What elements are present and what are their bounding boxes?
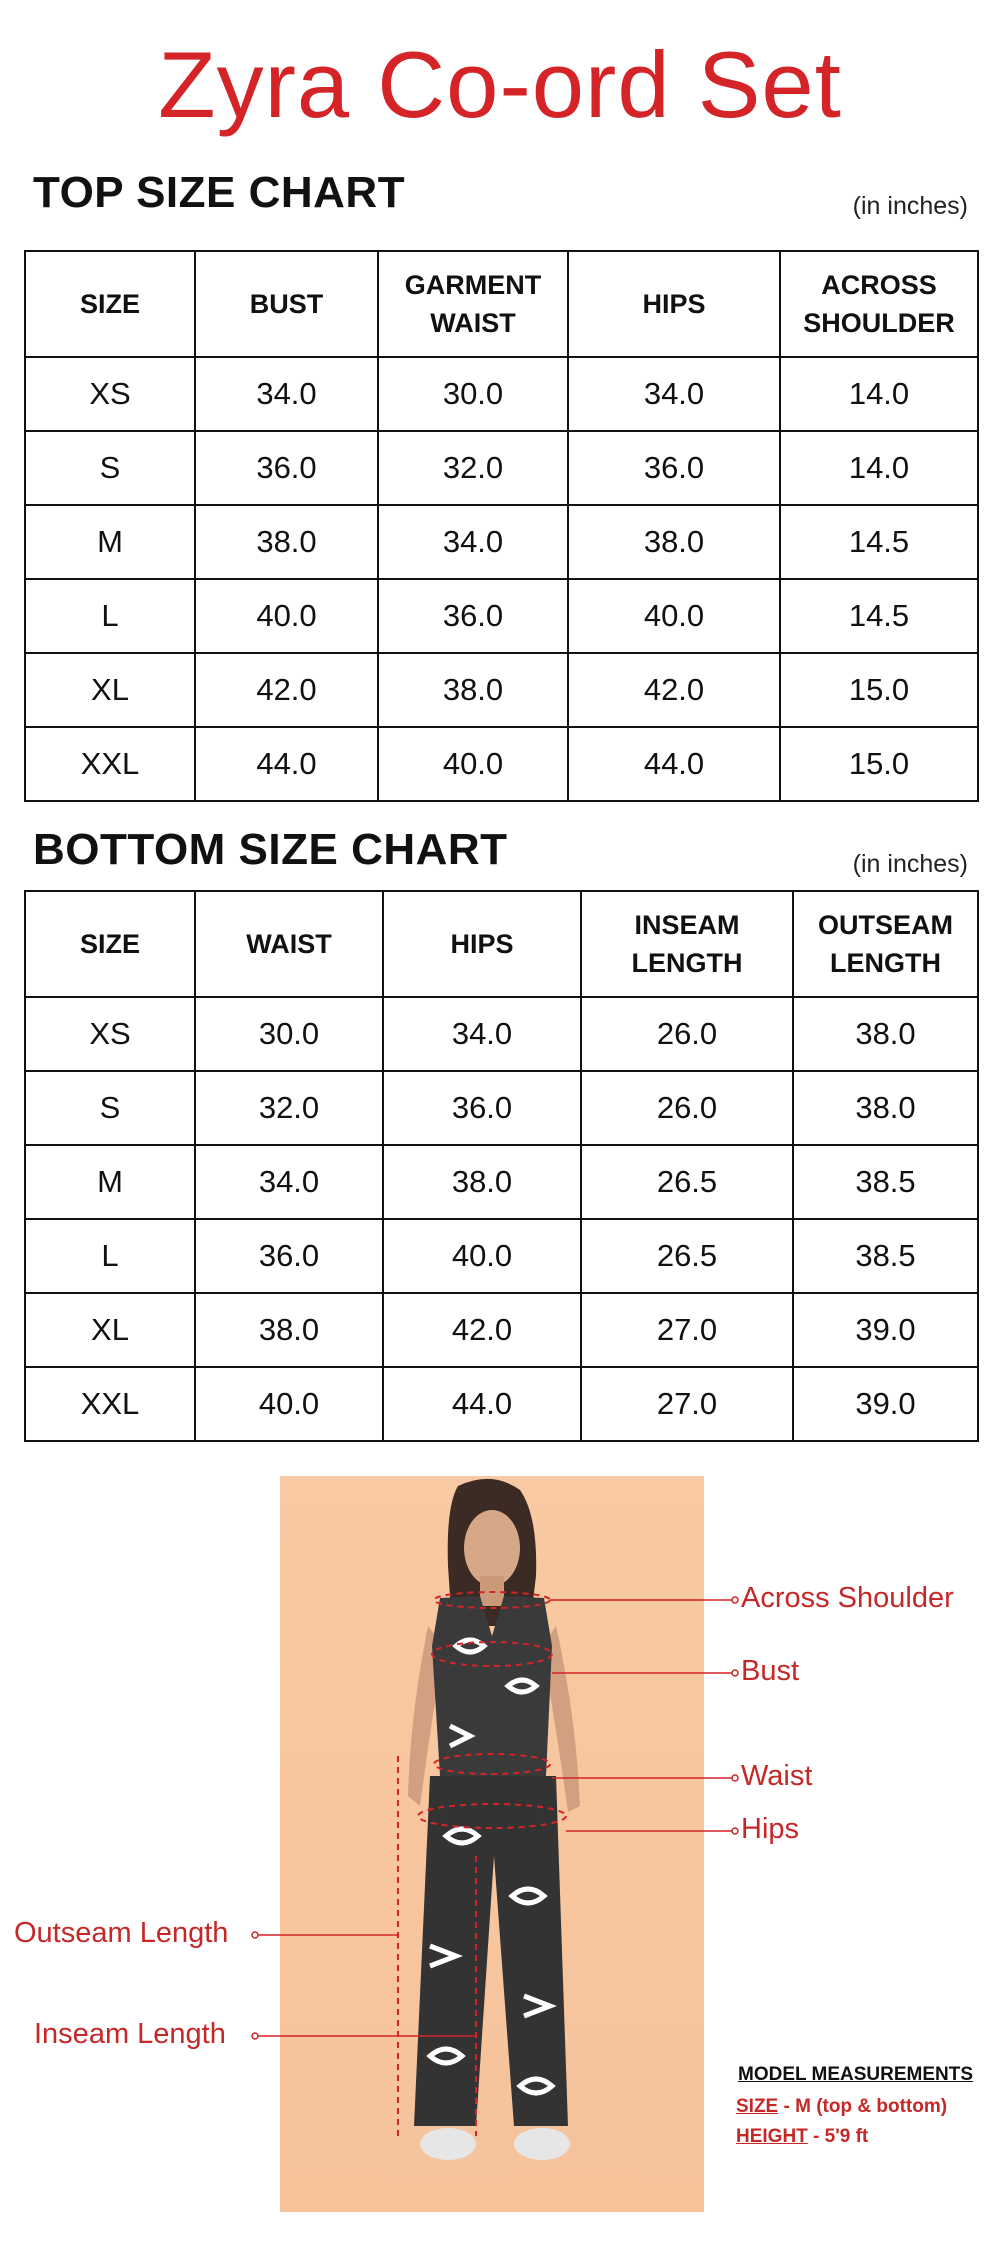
table-cell: 14.5 [780, 505, 978, 579]
table-cell: 34.0 [378, 505, 568, 579]
table-cell: 14.0 [780, 357, 978, 431]
column-header: BUST [195, 251, 378, 357]
table-cell: 14.5 [780, 579, 978, 653]
table-cell: 38.0 [383, 1145, 581, 1219]
table-cell: XS [25, 997, 195, 1071]
table-cell: 42.0 [195, 653, 378, 727]
table-cell: 38.0 [195, 1293, 383, 1367]
table-cell: 14.0 [780, 431, 978, 505]
table-cell: 44.0 [195, 727, 378, 801]
table-cell: 34.0 [195, 357, 378, 431]
column-header: SIZE [25, 891, 195, 997]
table-cell: 39.0 [793, 1367, 978, 1441]
table-cell: 38.0 [568, 505, 780, 579]
column-header: OUTSEAM LENGTH [793, 891, 978, 997]
table-cell: 38.0 [378, 653, 568, 727]
table-cell: 38.5 [793, 1145, 978, 1219]
table-cell: 36.0 [195, 1219, 383, 1293]
table-cell: 15.0 [780, 727, 978, 801]
model-height-key: HEIGHT [736, 2126, 808, 2147]
column-header: WAIST [195, 891, 383, 997]
table-cell: 39.0 [793, 1293, 978, 1367]
label-inseam: Inseam Length [34, 2018, 226, 2050]
label-across-shoulder: Across Shoulder [741, 1582, 954, 1614]
column-header: HIPS [568, 251, 780, 357]
table-cell: 40.0 [195, 1367, 383, 1441]
table-cell: L [25, 579, 195, 653]
bottom-chart-heading: BOTTOM SIZE CHART [33, 825, 508, 874]
label-outseam: Outseam Length [14, 1917, 229, 1949]
model-size-key: SIZE [736, 2096, 779, 2117]
top-chart-unit: (in inches) [852, 192, 968, 220]
table-cell: 38.0 [195, 505, 378, 579]
table-cell: 36.0 [383, 1071, 581, 1145]
table-cell: 36.0 [378, 579, 568, 653]
table-cell: 42.0 [383, 1293, 581, 1367]
table-cell: 44.0 [568, 727, 780, 801]
table-cell: XL [25, 653, 195, 727]
model-measurements-heading: MODEL MEASUREMENTS [738, 2064, 974, 2085]
top-chart-heading: TOP SIZE CHART [33, 168, 406, 217]
table-cell: XL [25, 1293, 195, 1367]
model-size-value: - M (top & bottom) [778, 2096, 948, 2117]
table-cell: 42.0 [568, 653, 780, 727]
column-header: INSEAM LENGTH [581, 891, 793, 997]
label-waist: Waist [741, 1760, 813, 1792]
table-cell: 44.0 [383, 1367, 581, 1441]
model-size [736, 2096, 947, 2118]
column-header: ACROSS SHOULDER [780, 251, 978, 357]
table-cell: S [25, 1071, 195, 1145]
table-cell: XS [25, 357, 195, 431]
table-cell: 26.5 [581, 1145, 793, 1219]
table-cell: 38.0 [793, 1071, 978, 1145]
table-cell: M [25, 1145, 195, 1219]
table-cell: 32.0 [378, 431, 568, 505]
table-cell: 34.0 [383, 997, 581, 1071]
label-bust: Bust [741, 1655, 800, 1687]
table-cell: 40.0 [568, 579, 780, 653]
table-cell: 27.0 [581, 1367, 793, 1441]
table-cell: 36.0 [568, 431, 780, 505]
table-cell: L [25, 1219, 195, 1293]
table-cell: S [25, 431, 195, 505]
table-cell: 15.0 [780, 653, 978, 727]
table-cell: XXL [25, 1367, 195, 1441]
table-cell: 34.0 [568, 357, 780, 431]
table-cell: M [25, 505, 195, 579]
table-cell: 38.5 [793, 1219, 978, 1293]
table-cell: 38.0 [793, 997, 978, 1071]
model-height [736, 2126, 868, 2148]
table-cell: 30.0 [195, 997, 383, 1071]
table-cell: 26.0 [581, 997, 793, 1071]
table-cell: 26.5 [581, 1219, 793, 1293]
bottom-chart-unit: (in inches) [852, 850, 968, 878]
label-hips: Hips [741, 1813, 800, 1845]
column-header: GARMENT WAIST [378, 251, 568, 357]
table-cell: 32.0 [195, 1071, 383, 1145]
table-cell: 40.0 [383, 1219, 581, 1293]
model-height-value: - 5'9 ft [807, 2126, 869, 2147]
page-title: Zyra Co-ord Set [158, 32, 842, 137]
column-header: SIZE [25, 251, 195, 357]
table-cell: 40.0 [195, 579, 378, 653]
table-cell: 30.0 [378, 357, 568, 431]
column-header: HIPS [383, 891, 581, 997]
table-cell: 34.0 [195, 1145, 383, 1219]
table-cell: 40.0 [378, 727, 568, 801]
table-cell: 26.0 [581, 1071, 793, 1145]
table-cell: 36.0 [195, 431, 378, 505]
table-cell: 27.0 [581, 1293, 793, 1367]
table-cell: XXL [25, 727, 195, 801]
